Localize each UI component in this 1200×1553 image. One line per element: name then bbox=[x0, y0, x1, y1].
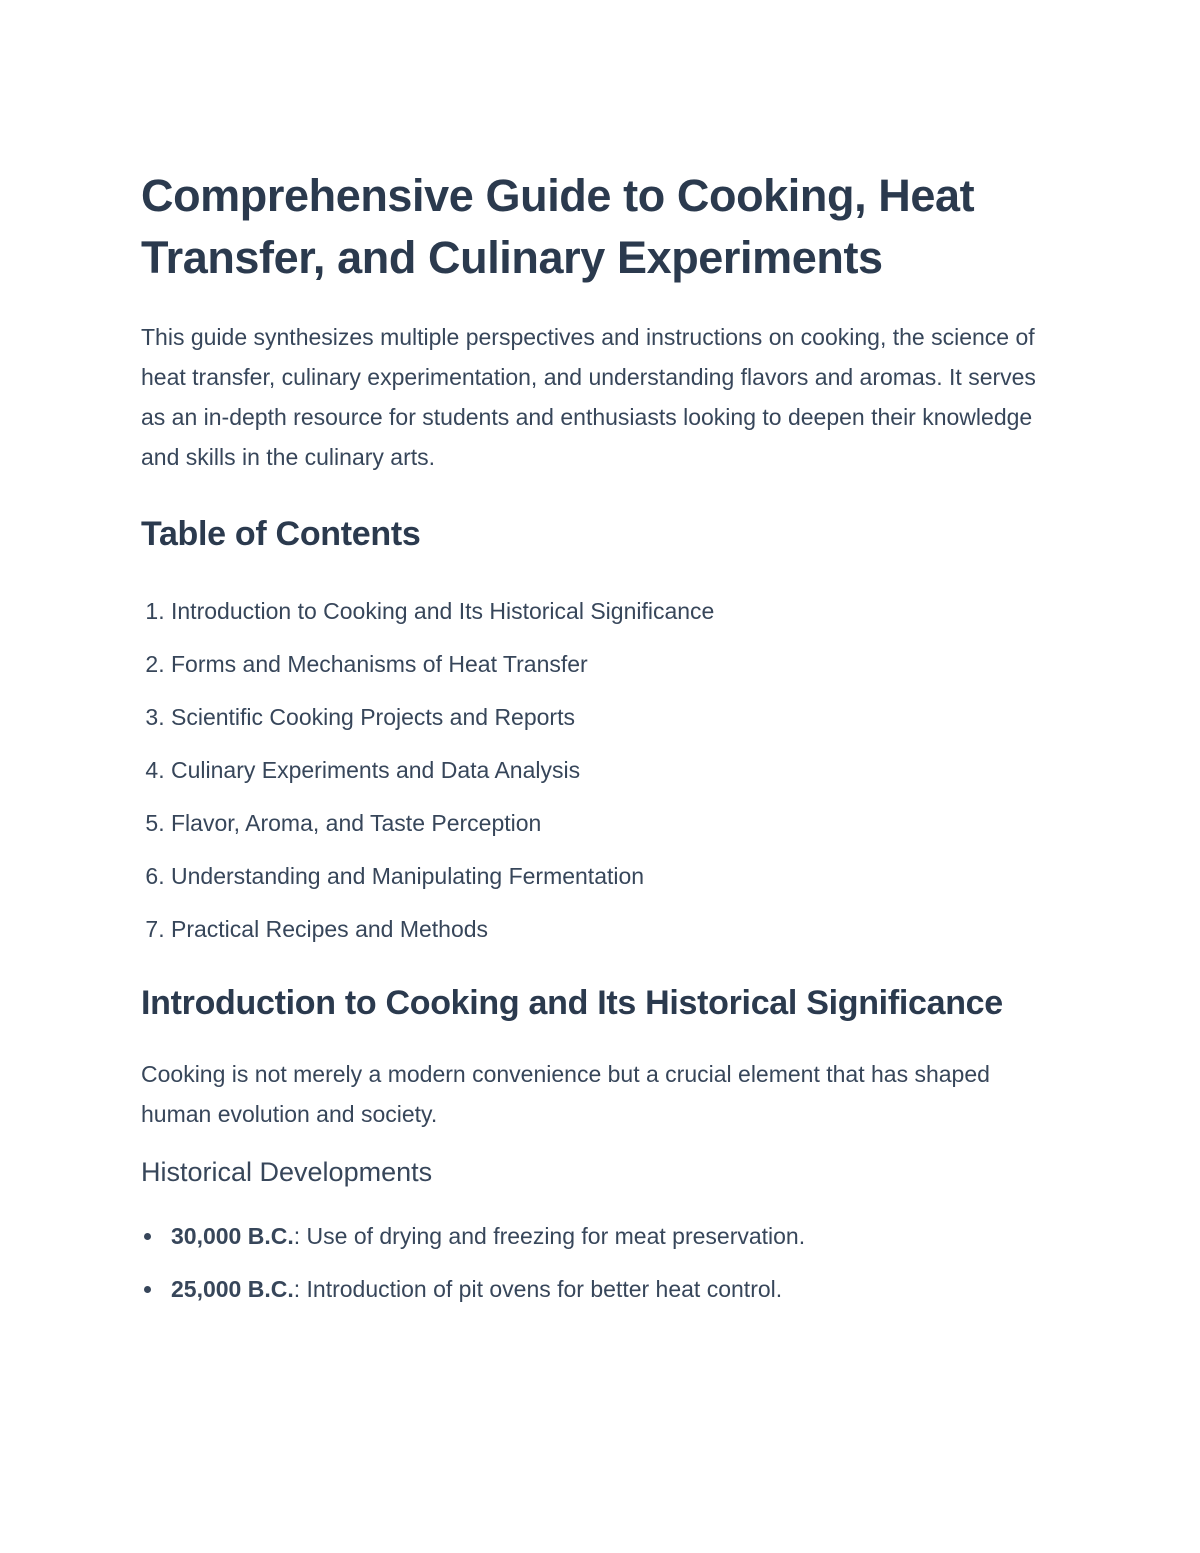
toc-item-label: Forms and Mechanisms of Heat Transfer bbox=[171, 651, 588, 677]
toc-item-label: Culinary Experiments and Data Analysis bbox=[171, 757, 581, 783]
table-of-contents bbox=[141, 585, 1061, 956]
toc-item-label: Introduction to Cooking and Its Historical Significance bbox=[171, 598, 715, 624]
toc-item-number: 6 . bbox=[141, 850, 171, 903]
historical-list bbox=[141, 1210, 1061, 1316]
list-item-text: : Use of drying and freezing for meat preservation. bbox=[293, 1223, 806, 1249]
toc-item-number: 5 . bbox=[141, 797, 171, 850]
toc-item-number: 4 . bbox=[141, 744, 171, 797]
section-heading: Introduction to Cooking and Its Historical Significance bbox=[141, 984, 1003, 1022]
toc-item-number: 2 . bbox=[141, 638, 171, 691]
toc-item[interactable] bbox=[141, 638, 1061, 691]
document-title: Comprehensive Guide to Cooking, Heat Transfer, and Culinary Experiments bbox=[141, 170, 975, 283]
bullet-icon bbox=[144, 1286, 151, 1293]
intro-paragraph: This guide synthesizes multiple perspectives and instructions on cooking, the science of heat transfer, culinary experimentation, and understanding flavors and aromas. It serves as an in-depth resource for students and enthusiasts looking to deepen their knowledge and skills in the culinary arts. bbox=[141, 324, 1036, 470]
toc-item[interactable] bbox=[141, 850, 1061, 903]
toc-item-label: Understanding and Manipulating Fermentation bbox=[171, 863, 645, 889]
subsection-heading: Historical Developments bbox=[141, 1157, 433, 1187]
list-item-text: : Introduction of pit ovens for better heat control. bbox=[293, 1276, 783, 1302]
toc-item-label: Practical Recipes and Methods bbox=[171, 916, 489, 942]
toc-item-number: 7 . bbox=[141, 903, 171, 956]
toc-item-label: Flavor, Aroma, and Taste Perception bbox=[171, 810, 542, 836]
list-item bbox=[141, 1210, 1061, 1263]
toc-item-number: 1 . bbox=[141, 585, 171, 638]
toc-item[interactable] bbox=[141, 691, 1061, 744]
toc-item[interactable] bbox=[141, 744, 1061, 797]
toc-item[interactable] bbox=[141, 903, 1061, 956]
toc-heading: Table of Contents bbox=[141, 515, 421, 553]
toc-item-number: 3 . bbox=[141, 691, 171, 744]
toc-item[interactable] bbox=[141, 797, 1061, 850]
toc-item-label: Scientific Cooking Projects and Reports bbox=[171, 704, 575, 730]
list-item-term: 25,000 B.C. bbox=[171, 1276, 294, 1302]
document-page bbox=[141, 165, 1061, 1316]
list-item bbox=[141, 1263, 1061, 1316]
section-paragraph: Cooking is not merely a modern convenience but a crucial element that has shaped human evolution and society. bbox=[141, 1061, 990, 1127]
list-item-term: 30,000 B.C. bbox=[171, 1223, 294, 1249]
toc-item[interactable] bbox=[141, 585, 1061, 638]
bullet-icon bbox=[144, 1233, 151, 1240]
